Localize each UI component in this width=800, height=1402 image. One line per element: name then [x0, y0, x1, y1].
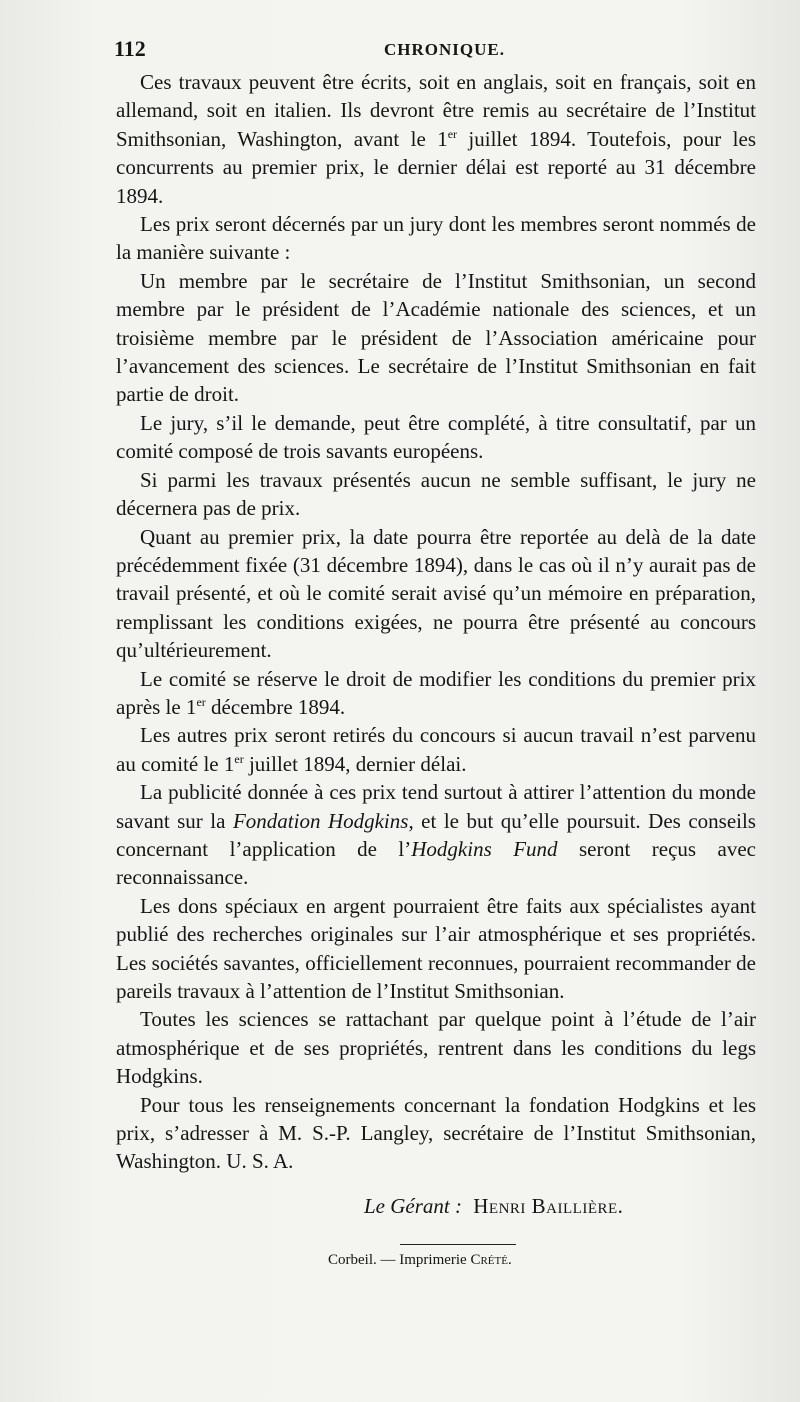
imprint-place: Corbeil. — Imprimerie	[328, 1252, 467, 1268]
text-segment: La publicité donnée à ces prix tend surtout à attirer l’attention du monde savant sur la	[116, 780, 756, 833]
italic-hodgkins-fund: Hodgkins Fund	[411, 836, 558, 861]
italic-fondation-hodgkins: Fondation Hodgkins	[232, 808, 409, 833]
paragraph: Ces travaux peuvent être écrits, soit en anglais, soit en français, soit en allemand, soit en italien. Ils devront être remis au secrétaire de l’Institut Smithsonian, Washington, avant le 1er juillet 1894. Toutefois, pour les concurrents au premier prix, le dernier délai est reporté au 31 décembre 1894.	[116, 70, 756, 208]
signature-role: Le Gérant :	[364, 1194, 462, 1218]
paragraph: Pour tous les renseignements concernant la fondation Hodgkins et les prix, s’adresser à M. S.-P. Langley, secrétaire de l’Institut Smithsonian, Washington. U. S. A.	[116, 1092, 756, 1174]
paragraph: Le jury, s’il le demande, peut être complété, à titre consultatif, par un comité composé de trois savants européens.	[116, 410, 756, 464]
paragraph: Les dons spéciaux en argent pourraient être faits aux spécialistes ayant publié des recherches originales sur l’air atmosphérique et ses propriétés. Les sociétés savantes, officiellement reconnues, pourraient recommander de pareils travaux à l’attention de l’Institut Smithsonian.	[116, 893, 756, 1003]
paragraph: Un membre par le secrétaire de l’Institut Smithsonian, un second membre par le président de l’Académie nationale des sciences, et un troisième membre par le président de l’Association américaine pour l’avancement des sciences. Le secrétaire de l’Institut Smithsonian en fait partie de droit.	[116, 268, 756, 407]
paragraph: Les autres prix seront retirés du concours si aucun travail n’est parvenu au comité le 1er juillet 1894, dernier délai.	[116, 723, 756, 776]
page-number: 112	[114, 36, 146, 61]
text-segment: seront reçus avec reconnaissance.	[116, 836, 757, 890]
paragraph: Le comité se réserve le droit de modifier les conditions du premier prix après le 1er décembre 1894.	[116, 666, 756, 719]
text-segment: , et le but qu’elle poursuit. Des conseils concernant l’application de l’	[116, 808, 756, 861]
paragraph: Quant au premier prix, la date pourra être reportée au delà de la date précédemment fixée (31 décembre 1894), dans le cas où il n’y aurait pas de travail présenté, et où le comité serait avisé qu’un mémoire en préparation, remplissant les conditions exigées, ne pourra être présenté au concours qu’ultérieurement.	[116, 524, 756, 663]
page-header	[114, 36, 754, 60]
body-text	[116, 68, 756, 1176]
signature-name: Henri Baillière.	[473, 1194, 624, 1218]
paragraph: Si parmi les travaux présentés aucun ne semble suffisant, le jury ne décernera pas de prix.	[116, 467, 756, 521]
divider	[400, 1244, 516, 1245]
paragraph-publicite	[116, 778, 756, 892]
imprint	[328, 1252, 512, 1269]
signature	[364, 1194, 623, 1219]
imprint-printer: Crété.	[470, 1252, 512, 1268]
running-head: CHRONIQUE.	[384, 40, 505, 59]
paragraph: Les prix seront décernés par un jury dont les membres seront nommés de la manière suivante :	[116, 212, 756, 265]
paragraph: Toutes les sciences se rattachant par quelque point à l’étude de l’air atmosphérique et de ses propriétés, rentrent dans les conditions du legs Hodgkins.	[116, 1007, 756, 1089]
